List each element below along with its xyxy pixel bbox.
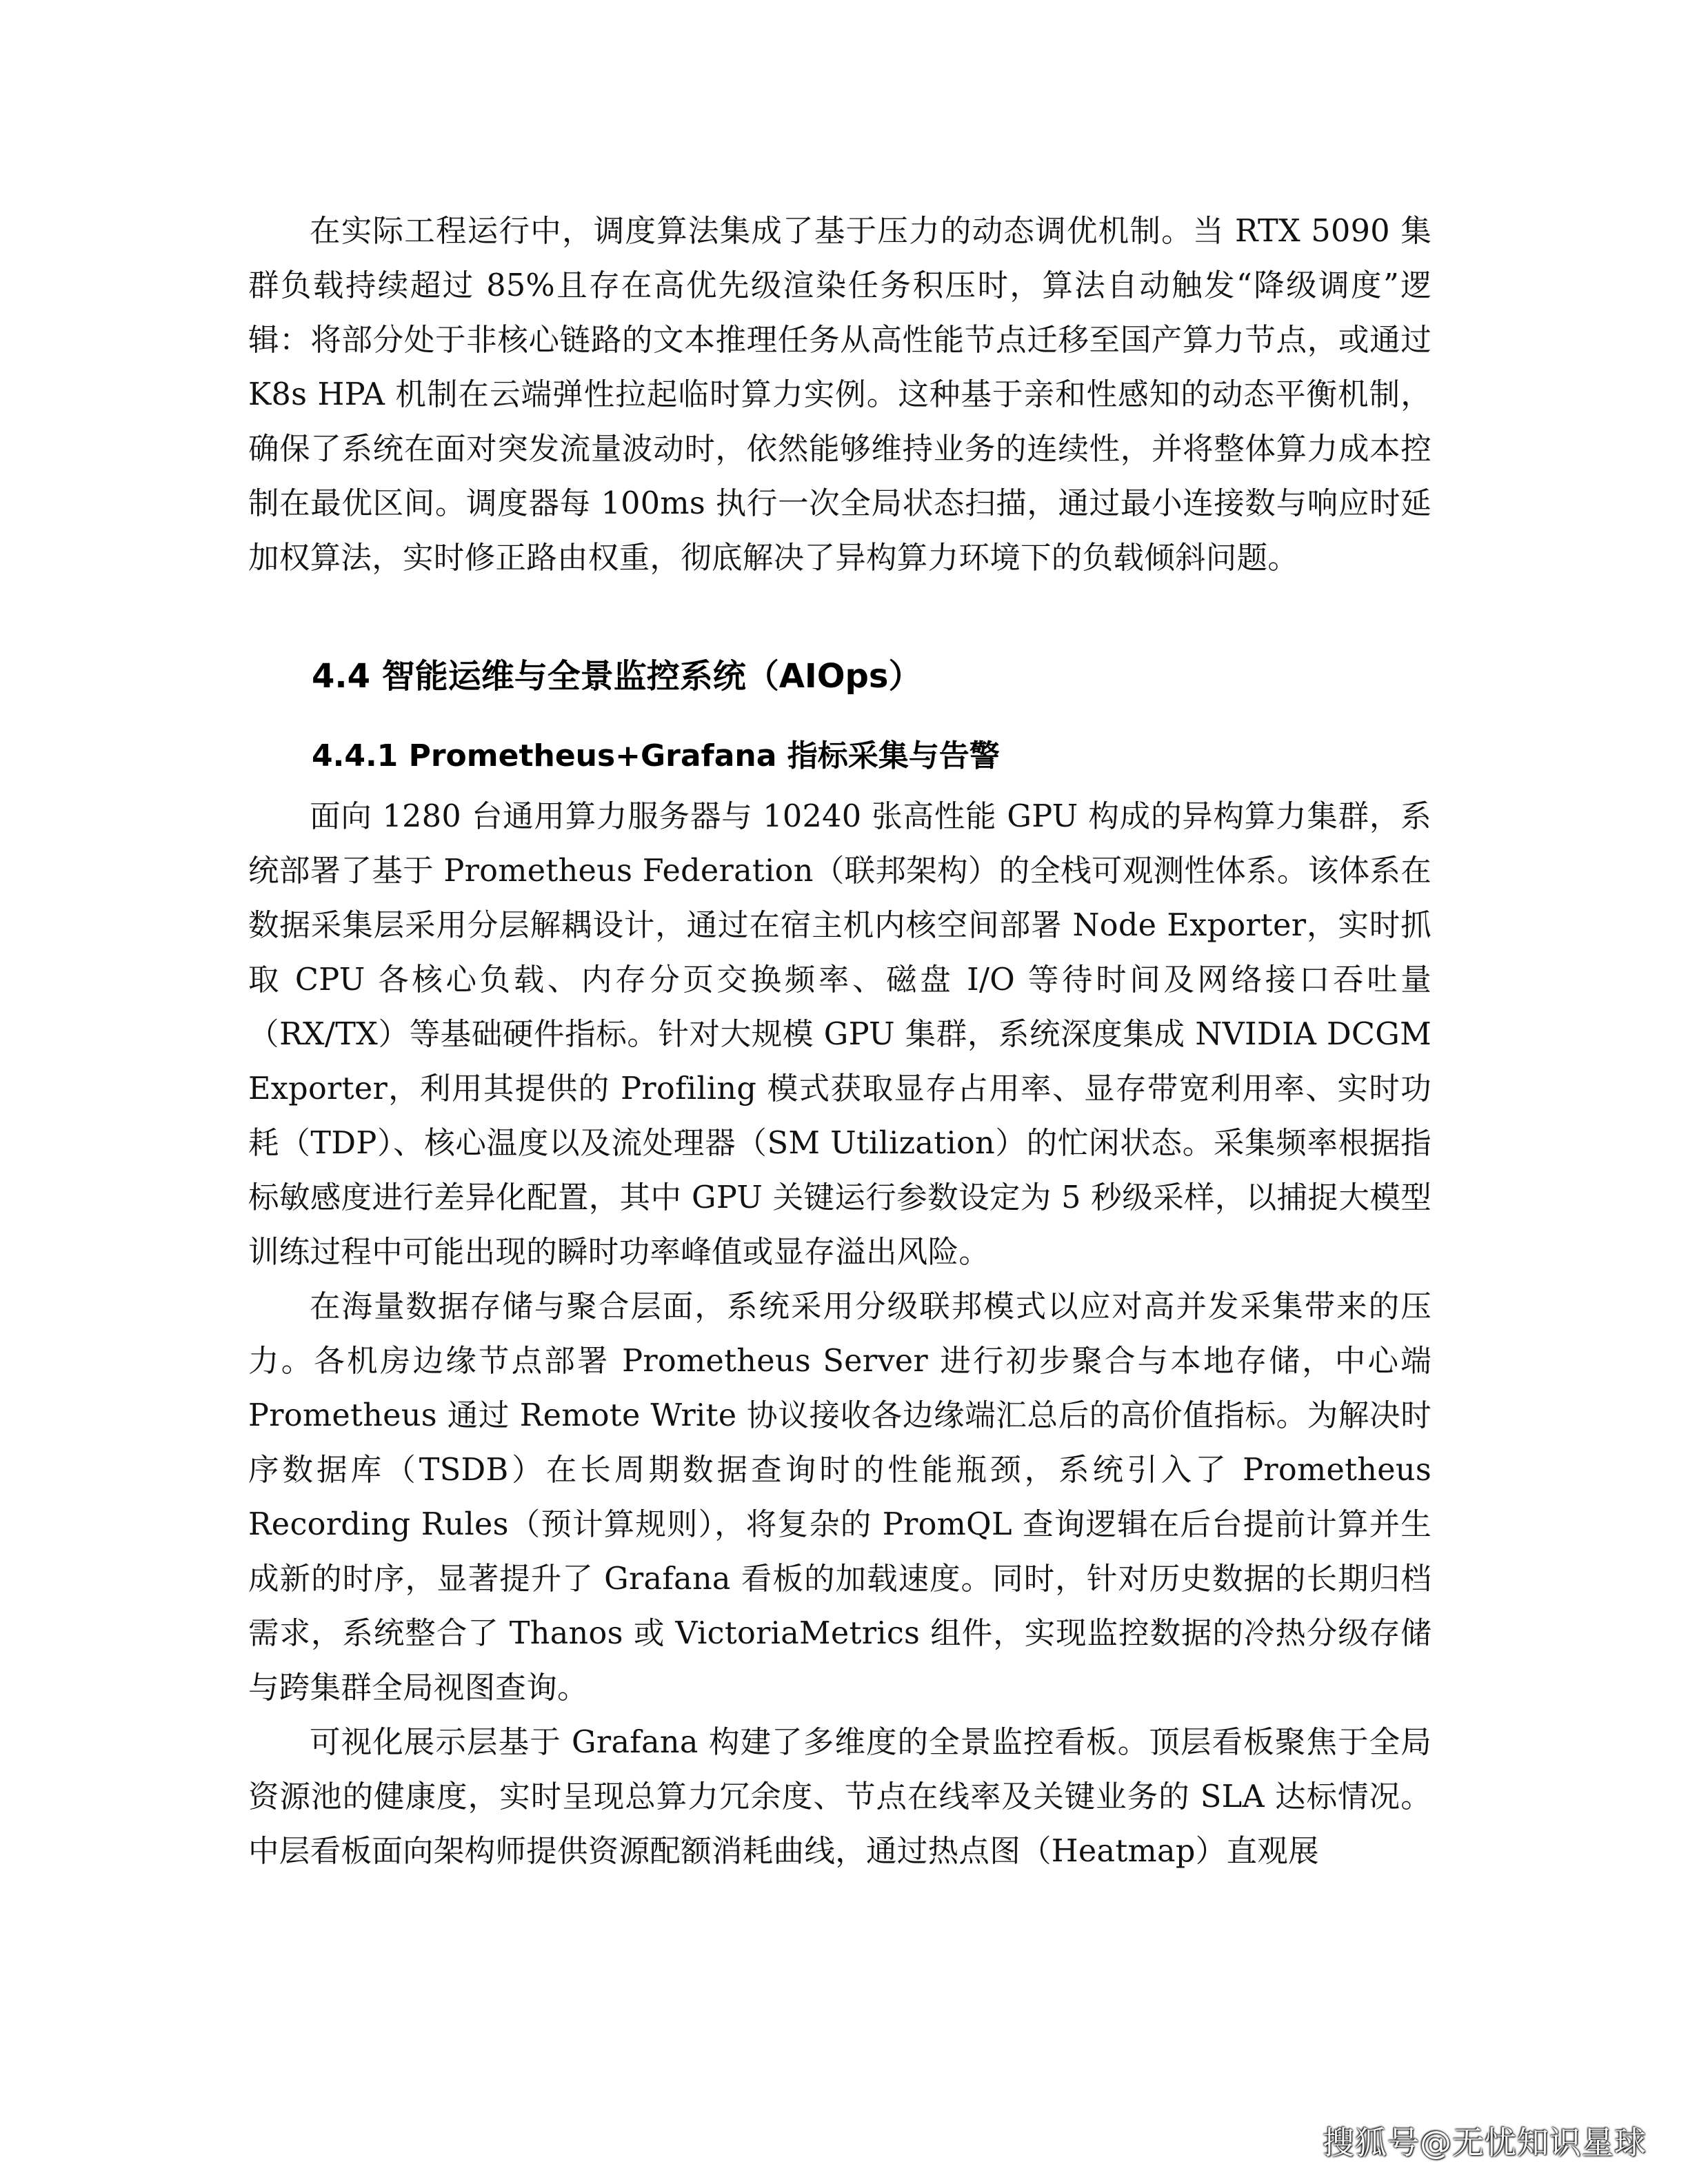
subsection-heading: 4.4.1 Prometheus+Grafana 指标采集与告警 (312, 738, 1000, 774)
spacer (248, 585, 1431, 656)
paragraph-visualization-layer: 可视化展示层基于 Grafana 构建了多维度的全景监控看板。顶层看板聚焦于全局资源池的健康度，实时呈现总算力冗余度、节点在线率及关键业务的 SLA 达标情况。中层看板面向架构师提供资源配额消耗曲线，通过热点图（Heatmap）直观展 (248, 1725, 1431, 1869)
spacer (248, 697, 1431, 737)
paragraph-storage-layer: 在海量数据存储与聚合层面，系统采用分级联邦模式以应对高并发采集带来的压力。各机房边缘节点部署 Prometheus Server 进行初步聚合与本地存储，中心端 Prometheus 通过 Remote Write 协议接收各边缘端汇总后的高价值指标。为解决时序数据库（TSDB）在长周期数据查询时的性能瓶颈，系统引入了 Prometheus Recording Rules（预计算规则），将复杂的 PromQL 查询逻辑在后台提前计算并生成新的时序，显著提升了 Grafana 看板的加载速度。同时，针对历史数据的长期归档需求，系统整合了 Thanos 或 VictoriaMetrics 组件，实现监控数据的冷热分级存储与跨集群全局视图查询。 (248, 1289, 1431, 1706)
spacer (248, 776, 1431, 789)
section-heading: 4.4 智能运维与全景监控系统（AIOps） (312, 657, 922, 696)
watermark-text: 搜狐号@无忧知识星球 (1323, 2124, 1647, 2161)
document-body (248, 204, 1431, 1879)
paragraph-scheduling-tuning: 在实际工程运行中，调度算法集成了基于压力的动态调优机制。当 RTX 5090 集群负载持续超过 85%且存在高优先级渲染任务积压时，算法自动触发“降级调度”逻辑：将部分处于非核心链路的文本推理任务从高性能节点迁移至国产算力节点，或通过 K8s HPA 机制在云端弹性拉起临时算力实例。这种基于亲和性感知的动态平衡机制，确保了系统在面对突发流量波动时，依然能够维持业务的连续性，并将整体算力成本控制在最优区间。调度器每 100ms 执行一次全局状态扫描，通过最小连接数与响应时延加权算法，实时修正路由权重，彻底解决了异构算力环境下的负载倾斜问题。 (248, 214, 1431, 576)
paragraph-collection-layer: 面向 1280 台通用算力服务器与 10240 张高性能 GPU 构成的异构算力集群，系统部署了基于 Prometheus Federation（联邦架构）的全栈可观测性体系。该体系在数据采集层采用分层解耦设计，通过在宿主机内核空间部署 Node Exporter，实时抓取 CPU 各核心负载、内存分页交换频率、磁盘 I/O 等待时间及网络接口吞吐量（RX/TX）等基础硬件指标。针对大规模 GPU 集群，系统深度集成 NVIDIA DCGM Exporter，利用其提供的 Profiling 模式获取显存占用率、显存带宽利用率、实时功耗（TDP）、核心温度以及流处理器（SM Utilization）的忙闲状态。采集频率根据指标敏感度进行差异化配置，其中 GPU 关键运行参数设定为 5 秒级采样，以捕捉大模型训练过程中可能出现的瞬时功率峰值或显存溢出风险。 (248, 799, 1431, 1270)
